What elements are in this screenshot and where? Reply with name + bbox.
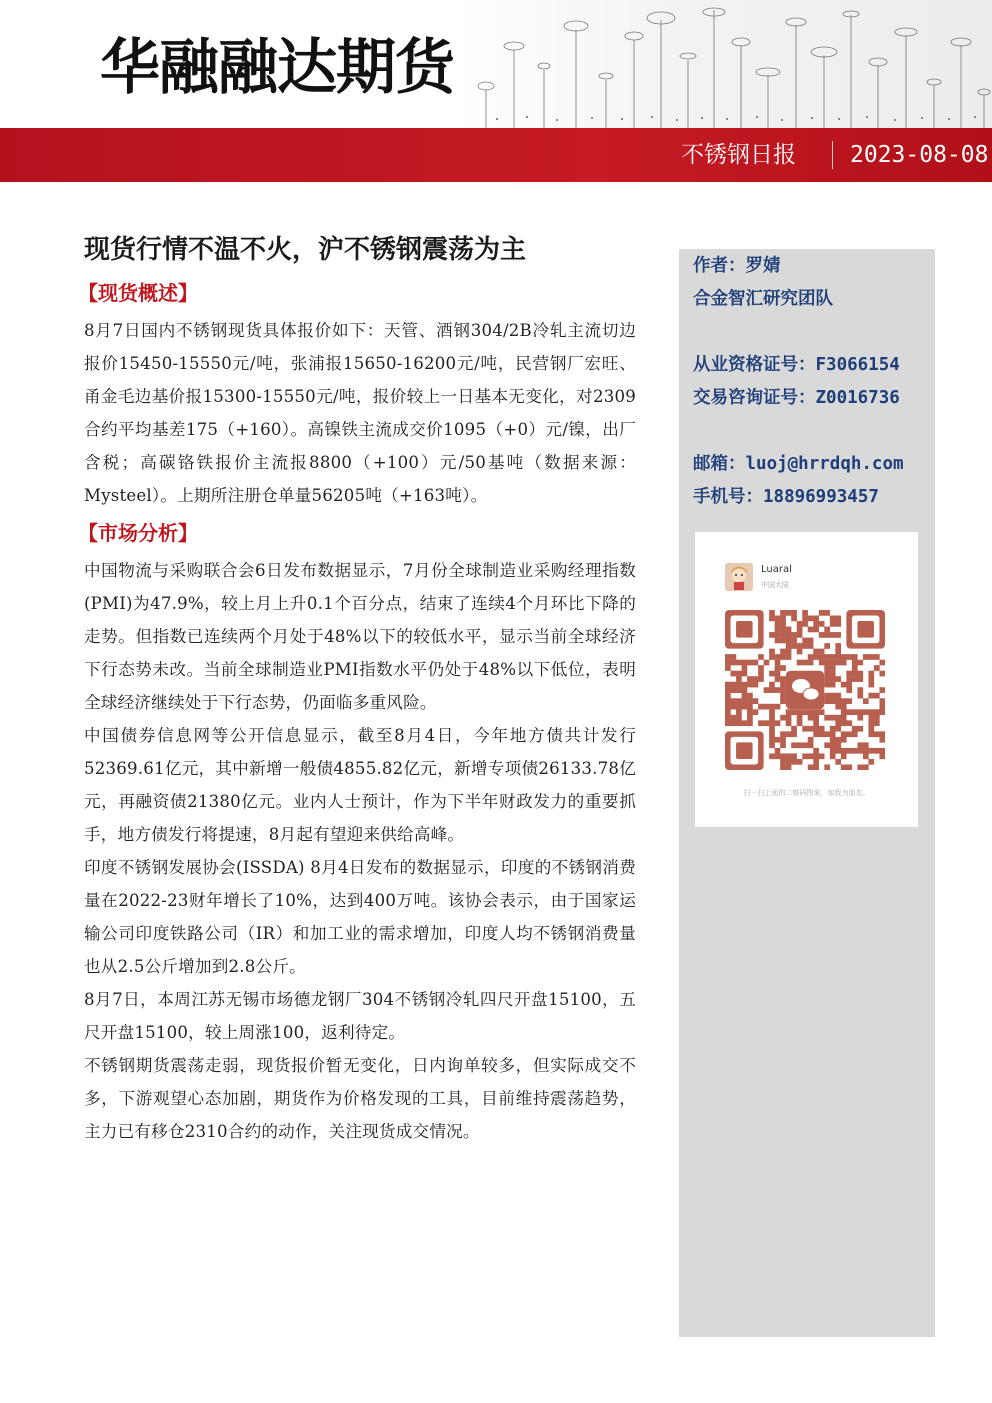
qr-user-region: 中国大陆 bbox=[761, 581, 789, 589]
report-type: 不锈钢日报 bbox=[681, 142, 796, 168]
section-heading: 【市场分析】 bbox=[78, 521, 198, 545]
section-spot-overview bbox=[78, 278, 636, 512]
avatar bbox=[725, 563, 753, 591]
wechat-icon bbox=[786, 671, 825, 710]
paragraph: 不锈钢期货震荡走弱，现货报价暂无变化，日内询单较多，但实际成交不多，下游观望心态加剧，期货作为价格发现的工具，目前维持震荡趋势，主力已有移仓2310合约的动作，关注现货成交情况。 bbox=[84, 1056, 636, 1141]
research-team: 合金智汇研究团队 bbox=[693, 289, 833, 309]
avatar-cartoon-icon bbox=[725, 563, 753, 591]
section-market-analysis bbox=[78, 518, 636, 1148]
page-header bbox=[0, 0, 992, 182]
email-address[interactable]: 邮箱：luoj@hrrdqh.com bbox=[693, 454, 904, 474]
author-sidebar bbox=[679, 249, 935, 1337]
license-number: 从业资格证号：F3066154 bbox=[693, 355, 900, 375]
phone-number: 手机号：18896993457 bbox=[693, 487, 879, 507]
paragraph: 8月7日，本周江苏无锡市场德龙钢厂304不锈钢冷轧四尺开盘15100，五尺开盘15100，较上周涨100，返利待定。 bbox=[84, 990, 636, 1042]
header-separator bbox=[832, 141, 833, 169]
brand-logo-text: 华融融达期货 bbox=[100, 33, 454, 103]
qr-code-image bbox=[725, 610, 885, 770]
paragraph: 8月7日国内不锈钢现货具体报价如下：天管、酒钢304/2B冷轧主流切边报价15450-15550元/吨，张浦报15650-16200元/吨，民营钢厂宏旺、甬金毛边基价报15300-15550元/吨，报价较上一日基本无变化，对2309合约平均基差175（+160）。高镍铁主流成交价1095（+0）元/镍，出厂含税；高碳铬铁报价主流报8800（+100）元/50基吨（数据来源：Mysteel）。上期所注册仓单量56205吨（+163吨）。 bbox=[84, 321, 636, 505]
section-heading: 【现货概述】 bbox=[78, 281, 198, 305]
article-title: 现货行情不温不火，沪不锈钢震荡为主 bbox=[84, 235, 527, 265]
qr-finder-pattern bbox=[725, 731, 764, 770]
qr-finder-pattern bbox=[725, 610, 764, 649]
paragraph: 中国债券信息网等公开信息显示，截至8月4日，今年地方债共计发行52369.61亿元，其中新增一般债4855.82亿元，新增专项债26133.78亿元，再融资债21380亿元。业内人士预计，作为下半年财政发力的重要抓手，地方债发行将提速，8月起有望迎来供给高峰。 bbox=[84, 726, 636, 844]
qr-finder-pattern bbox=[846, 610, 885, 649]
qr-user-name: Luaral bbox=[761, 564, 792, 575]
decorative-lines-graphic bbox=[456, 0, 992, 128]
consult-number: 交易咨询证号：Z0016736 bbox=[693, 388, 900, 408]
paragraph: 中国物流与采购联合会6日发布数据显示，7月份全球制造业采购经理指数(PMI)为47.9%，较上月上升0.1个百分点，结束了连续4个月环比下降的走势。但指数已连续两个月处于48%以下的较低水平，显示当前全球经济下行态势未改。当前全球制造业PMI指数水平仍处于48%以下低位，表明全球经济继续处于下行态势，仍面临多重风险。 bbox=[84, 561, 636, 712]
header-red-bar bbox=[0, 128, 992, 182]
paragraph: 印度不锈钢发展协会(ISSDA) 8月4日发布的数据显示，印度的不锈钢消费量在2022-23财年增长了10%，达到400万吨。该协会表示，由于国家运输公司印度铁路公司（IR）和加工业的需求增加，印度人均不锈钢消费量也从2.5公斤增加到2.8公斤。 bbox=[84, 858, 636, 976]
article-body bbox=[78, 230, 636, 1148]
report-date: 2023-08-08 bbox=[850, 142, 989, 168]
qr-hint-text: 扫一扫上面的二维码图案，加我为朋友。 bbox=[743, 789, 870, 797]
author-name: 作者：罗婧 bbox=[693, 256, 781, 276]
qr-code-card bbox=[695, 532, 918, 827]
